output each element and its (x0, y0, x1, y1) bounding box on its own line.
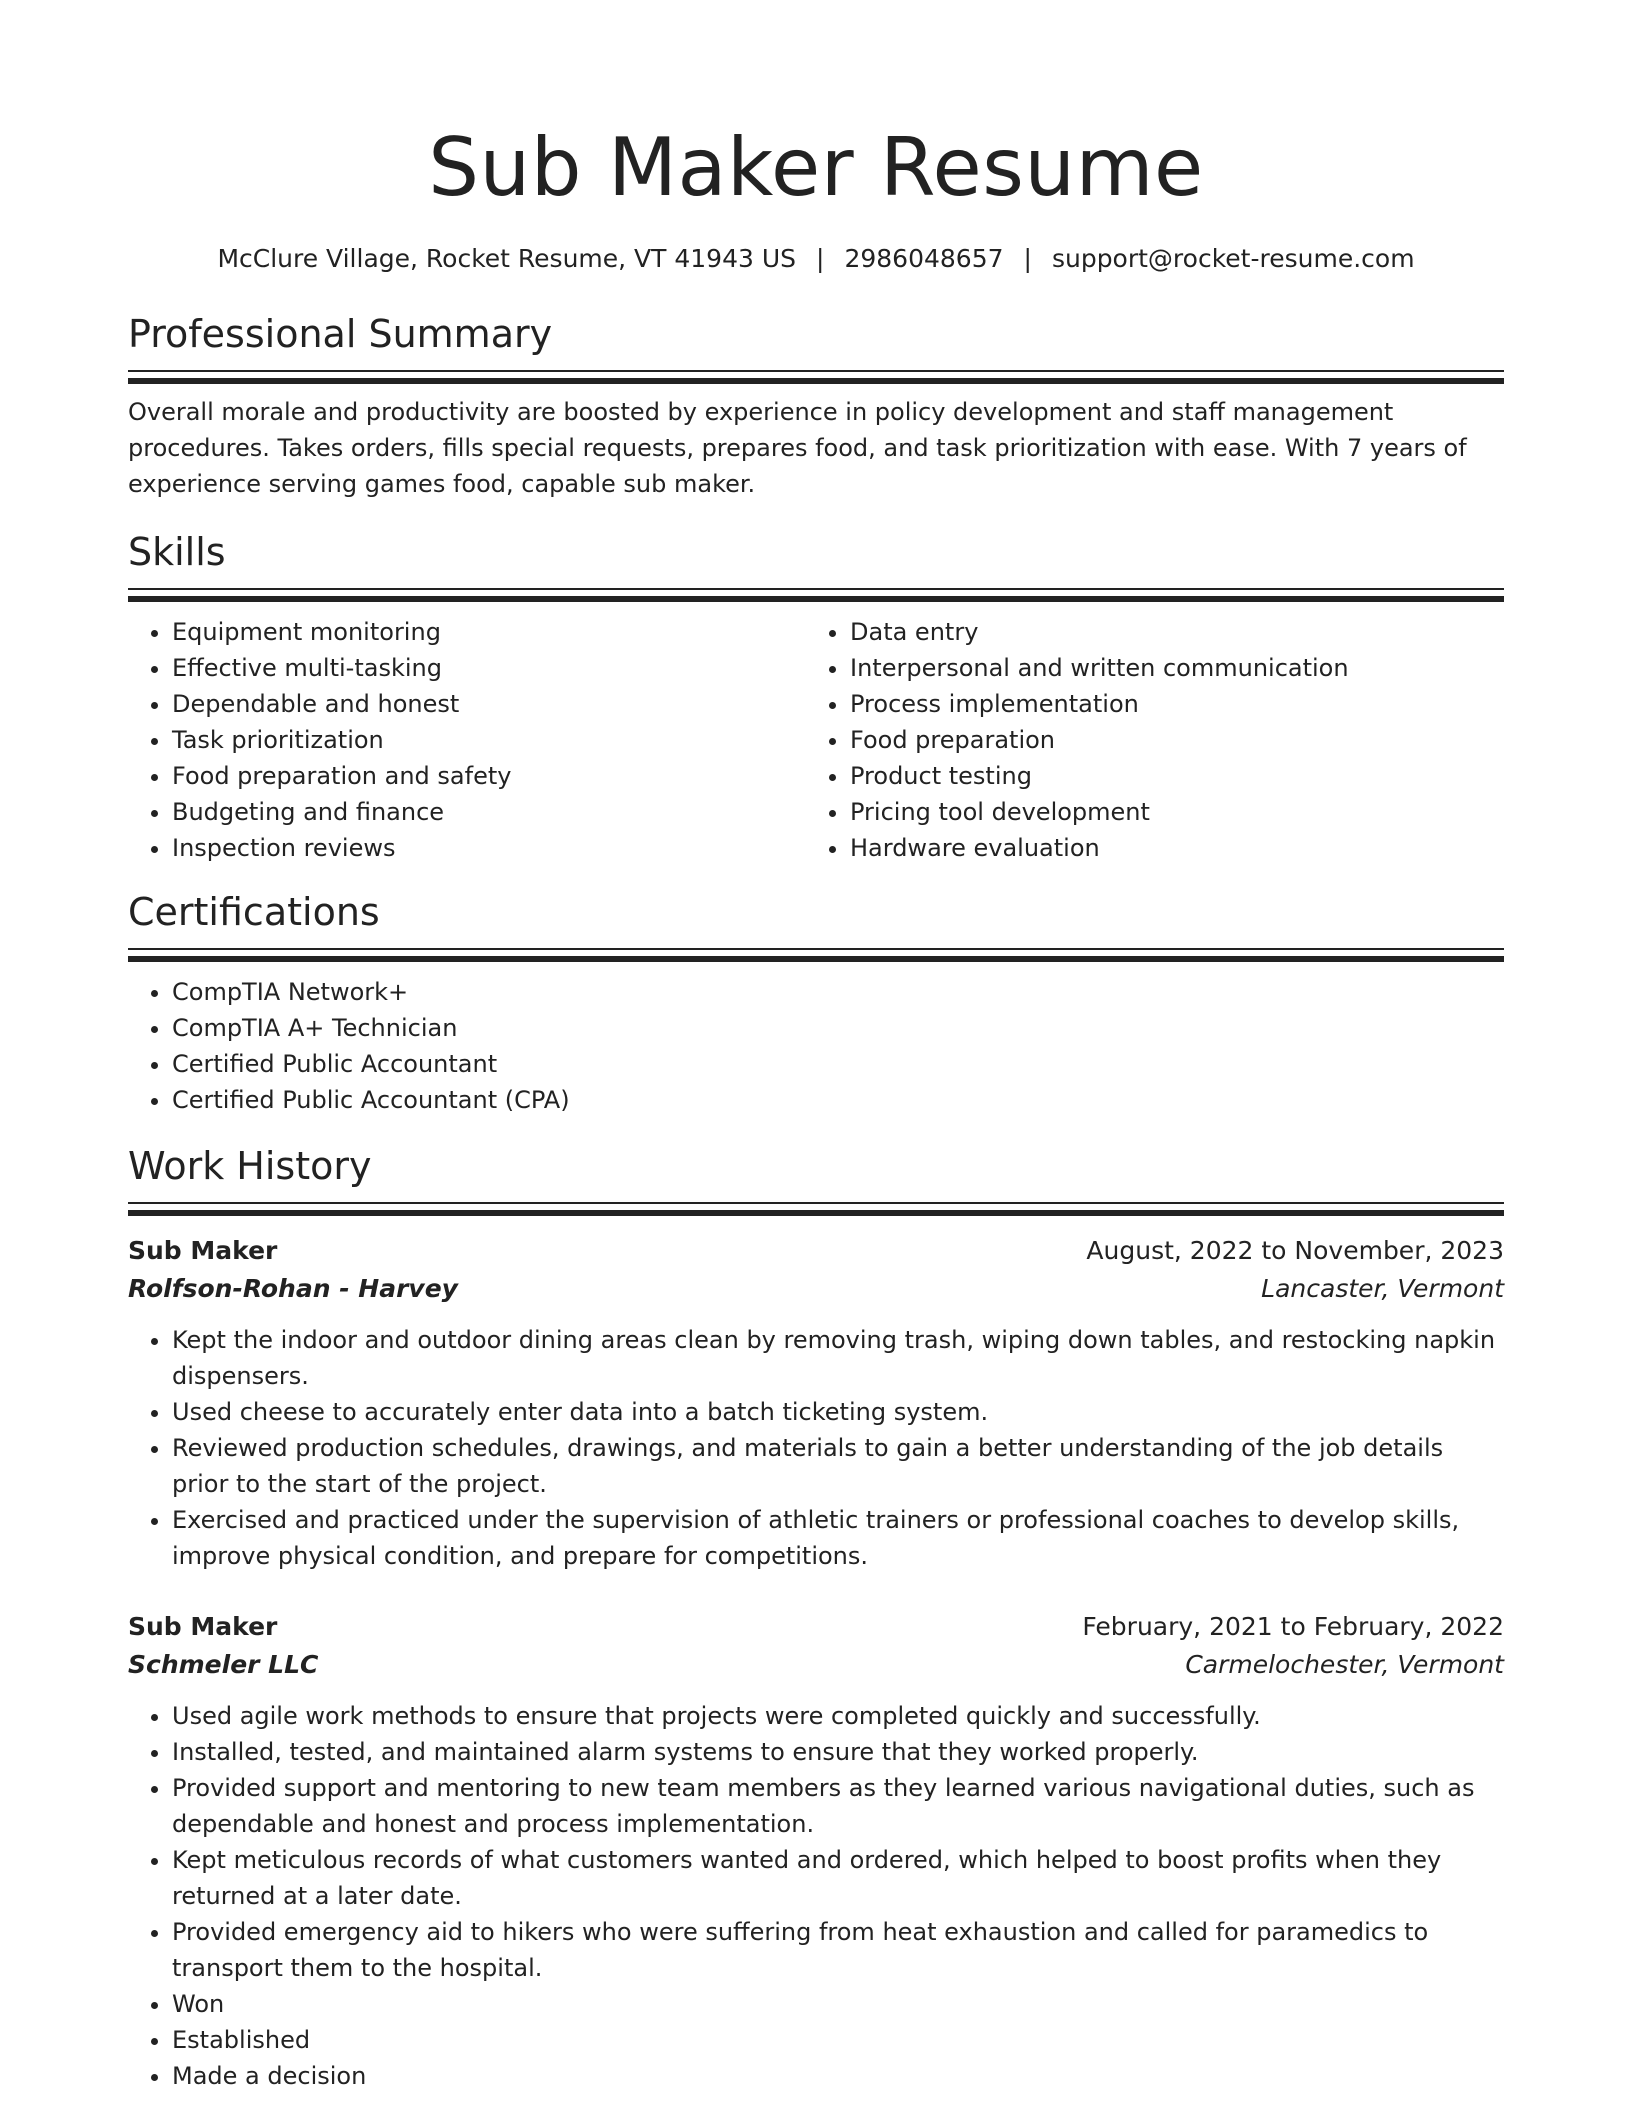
job-bullet: • Reviewed production schedules, drawings, and materials to gain a better understanding of the job details prior to the start of the project. (172, 1430, 1504, 1502)
contact-phone: 2986048657 (844, 244, 1004, 273)
section-divider (128, 948, 1504, 964)
skill-item: • Product testing (850, 758, 1484, 794)
skill-item: • Data entry (850, 614, 1484, 650)
job-dates: August, 2022 to November, 2023 (1086, 1236, 1504, 1265)
section-title-work-history: Work History (128, 1144, 372, 1188)
work-history-section (128, 1142, 1504, 2094)
job-company: Rolfson-Rohan - Harvey (128, 1274, 458, 1303)
skill-item: • Pricing tool development (850, 794, 1484, 830)
job-bullets (128, 1698, 1504, 2094)
job-bullet: • Kept meticulous records of what customers wanted and ordered, which helped to boost profits when they returned at a later date. (172, 1842, 1504, 1914)
section-title-summary: Professional Summary (128, 312, 553, 356)
resume-name: Sub Maker Resume (428, 121, 1204, 214)
job-bullet: • Exercised and practiced under the supervision of athletic trainers or professional coaches to develop skills, improve physical condition, and prepare for competitions. (172, 1502, 1504, 1574)
contact-email[interactable]: support@rocket-resume.com (1051, 244, 1415, 273)
job-bullet: • Won (172, 1986, 1504, 2022)
job-bullet: • Provided support and mentoring to new team members as they learned various navigational duties, such as dependable and honest and process implementation. (172, 1770, 1504, 1842)
certification-item: • Certified Public Accountant (CPA) (172, 1082, 1504, 1118)
job-subheader (128, 1646, 1504, 1684)
certifications-section (128, 888, 1504, 1118)
certification-item: • CompTIA A+ Technician (172, 1010, 1504, 1046)
job-dates: February, 2021 to February, 2022 (1082, 1612, 1504, 1641)
contact-address: McClure Village, Rocket Resume, VT 41943 US (217, 244, 797, 273)
certification-item: • CompTIA Network+ (172, 974, 1504, 1010)
skill-item: • Food preparation and safety (172, 758, 806, 794)
job-bullet: • Installed, tested, and maintained alarm systems to ensure that they worked properly. (172, 1734, 1504, 1770)
job-bullet: • Used agile work methods to ensure that projects were completed quickly and successfully. (172, 1698, 1504, 1734)
certifications-list (128, 974, 1504, 1118)
section-divider (128, 588, 1504, 604)
job-header (128, 1608, 1504, 1646)
job-bullet: • Made a decision (172, 2058, 1504, 2094)
job-header (128, 1232, 1504, 1270)
job-entry (128, 1608, 1504, 2094)
contact-separator: | (1023, 244, 1032, 273)
section-divider (128, 1202, 1504, 1218)
skills-column-right (806, 614, 1484, 866)
skill-item: • Task prioritization (172, 722, 806, 758)
skill-item: • Dependable and honest (172, 686, 806, 722)
skill-item: • Interpersonal and written communication (850, 650, 1484, 686)
skill-item: • Hardware evaluation (850, 830, 1484, 866)
skill-item: • Budgeting and finance (172, 794, 806, 830)
skills-section (128, 528, 1504, 866)
section-divider (128, 370, 1504, 386)
job-location: Carmelochester, Vermont (1185, 1650, 1504, 1679)
job-title: Sub Maker (128, 1612, 278, 1641)
skill-item: • Inspection reviews (172, 830, 806, 866)
job-entry (128, 1232, 1504, 1574)
summary-section (128, 310, 1504, 502)
job-bullet: • Provided emergency aid to hikers who were suffering from heat exhaustion and called for paramedics to transport them to the hospital. (172, 1914, 1504, 1986)
job-subheader (128, 1270, 1504, 1308)
job-title: Sub Maker (128, 1236, 278, 1265)
job-bullet: • Established (172, 2022, 1504, 2058)
section-title-skills: Skills (128, 530, 226, 574)
skill-item: • Equipment monitoring (172, 614, 806, 650)
skill-item: • Process implementation (850, 686, 1484, 722)
contact-separator: | (816, 244, 825, 273)
resume-page (128, 0, 1504, 2094)
skill-item: • Effective multi-tasking (172, 650, 806, 686)
skills-column-left (128, 614, 806, 866)
job-location: Lancaster, Vermont (1261, 1274, 1504, 1303)
job-bullet: • Kept the indoor and outdoor dining areas clean by removing trash, wiping down tables, and restocking napkin dispensers. (172, 1322, 1504, 1394)
certification-item: • Certified Public Accountant (172, 1046, 1504, 1082)
summary-text: Overall morale and productivity are boosted by experience in policy development and staff management procedures. Takes orders, fills special requests, prepares food, and task prioritization with ease. With 7 years of experience serving games food, capable sub maker. (128, 398, 1467, 498)
contact-line (128, 242, 1504, 276)
job-bullet: • Used cheese to accurately enter data into a batch ticketing system. (172, 1394, 1504, 1430)
section-title-certifications: Certifications (128, 890, 380, 934)
skill-item: • Food preparation (850, 722, 1484, 758)
job-company: Schmeler LLC (128, 1650, 319, 1679)
job-bullets (128, 1322, 1504, 1574)
skills-columns (128, 614, 1504, 866)
